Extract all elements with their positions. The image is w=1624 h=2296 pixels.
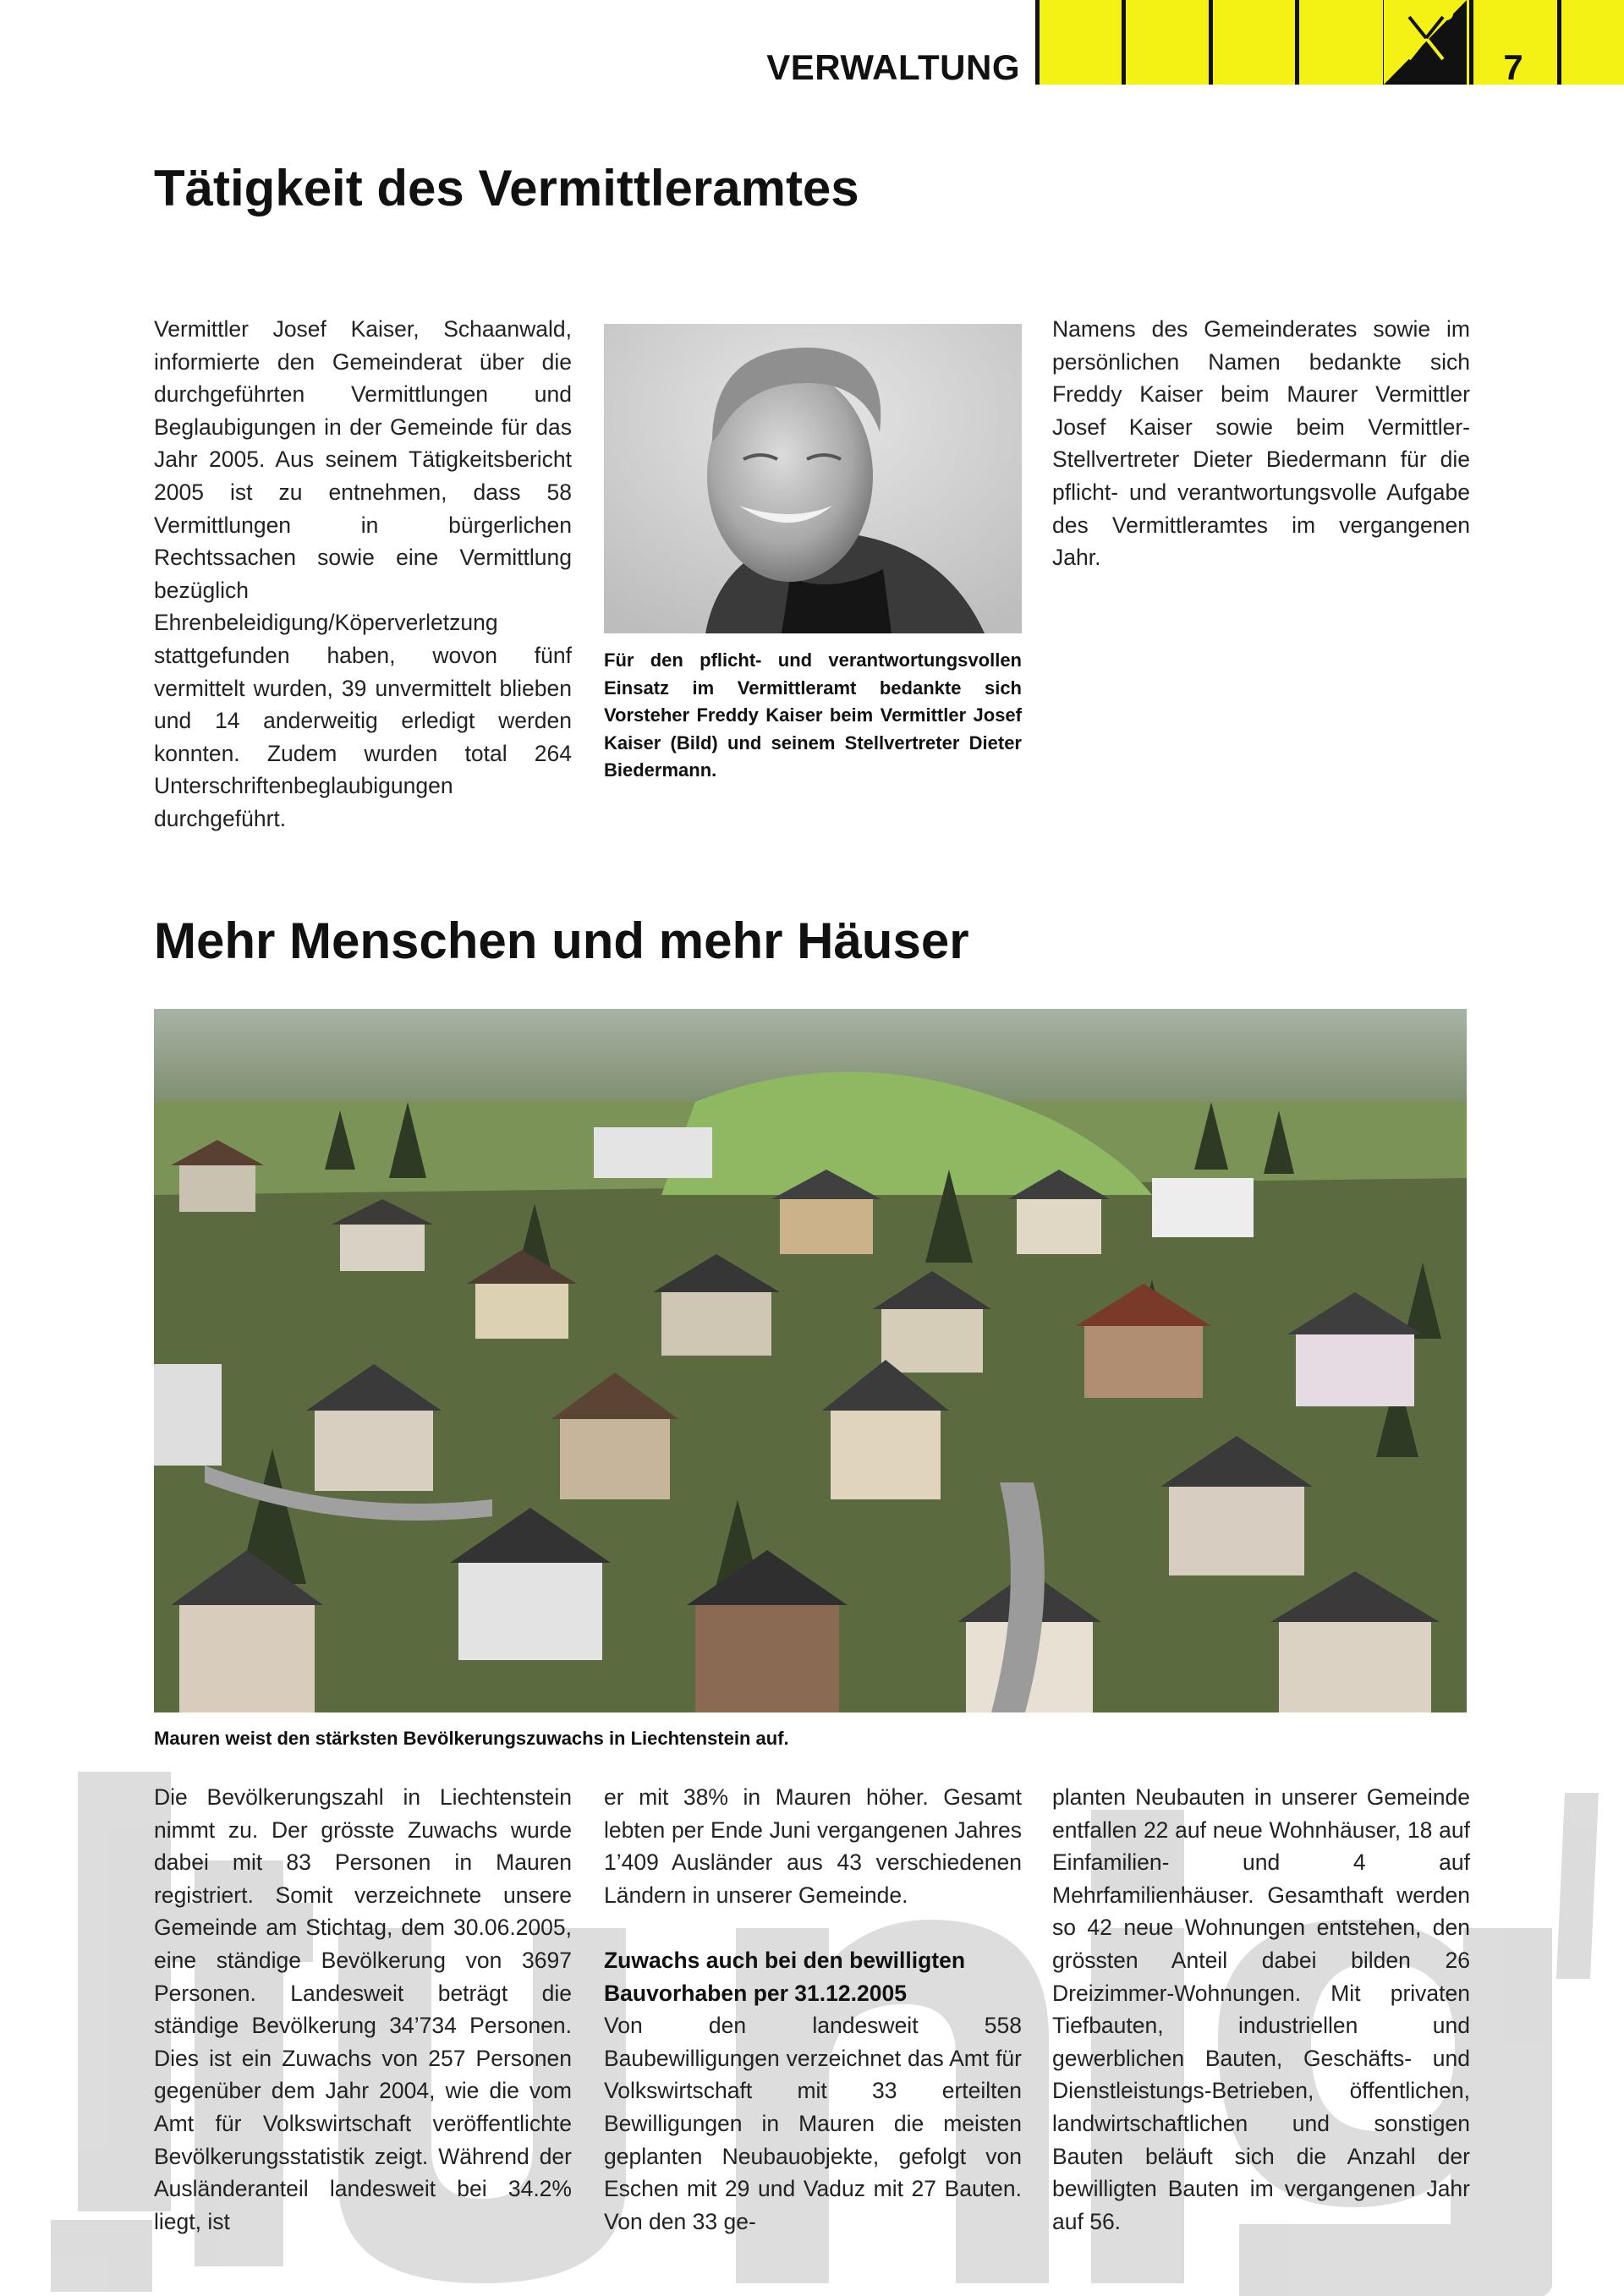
body-paragraph: planten Neubauten in unserer Gemeinde entfallen 22 auf neue Wohnhäuser, 18 auf Einfamilien- und 4 auf Mehrfamilienhäuser. Gesamthaft werden so 42 neue Wohnungen entstehen, den grössten Anteil dabei bilden 26 Dreizimmer-Wohnungen. Mit privaten Tiefbauten, industriellen und gewerblichen Bauten, Geschäfts- und Dienstleistungs-Betrieben, öffentlichen, landwirtschaftlichen und sonstigen Bauten beläuft sich die Anzahl der bewilligten Bauten im vergangenen Jahr auf 56. (1052, 1784, 1470, 2234)
header-color-bar (1035, 0, 1624, 85)
article-title: Tätigkeit des Vermittleramtes (154, 160, 859, 216)
article-title: Mehr Menschen und mehr Häuser (154, 912, 969, 969)
article-column-1 (154, 1781, 572, 2238)
village-aerial-photo (154, 1009, 1467, 1712)
body-paragraph: er mit 38% in Mauren höher. Gesamt lebten per Ende Juni vergangenen Jahres 1’409 Ausländer aus 43 verschiedenen Ländern in unserer Gemeinde. (604, 1784, 1022, 1908)
subheading: Zuwachs auch bei den bewilligten Bauvorhaben per 31.12.2005 (604, 1947, 966, 2006)
section-label: VERWALTUNG (766, 47, 1020, 87)
photo-caption: Für den pflicht- und verantwortungsvollen Einsatz im Vermittleramt bedankte sich Vorsteher Freddy Kaiser beim Vermittler Josef Kaiser (Bild) und seinem Stellvertreter Dieter Biedermann. (604, 649, 1022, 781)
body-paragraph: Von den landesweit 558 Baubewilligungen verzeichnet das Amt für Volkswirtschaft mit 33 erteilten Bewilligungen in Mauren die meisten geplanten Neubauobjekte, gefolgt von Eschen mit 29 und Vaduz mit 27 Bauten. Von den 33 ge- (604, 2013, 1022, 2234)
municipal-coat-of-arms-icon (1384, 0, 1467, 85)
body-paragraph: Vermittler Josef Kaiser, Schaanwald, informierte den Gemeinderat über die durchgeführten Vermittlungen und Beglaubigungen in der Gemeinde für das Jahr 2005. Aus seinem Tätigkeitsbericht 2005 ist zu entnehmen, dass 58 Vermittlungen in bürgerlichen Rechtssachen sowie eine Vermittlung bezüglich Ehrenbeleidigung/Köperverletzung stattgefunden haben, wovon fünf vermittelt wurden, 39 unvermittelt blieben und 14 anderweitig erledigt werden konnten. Zudem wurden total 264 Unterschriftenbeglaubigungen durchgeführt. (154, 316, 572, 831)
article-column-3 (1052, 313, 1470, 574)
page-number: 7 (1503, 47, 1523, 87)
photo-caption: Mauren weist den stärksten Bevölkerungszuwachs in Liechtenstein auf. (154, 1728, 789, 1749)
body-paragraph: Die Bevölkerungszahl in Liechtenstein nimmt zu. Der grösste Zuwachs wurde dabei mit 83 Personen in Mauren registriert. Somit verzeichnete unsere Gemeinde am Stichtag, dem 30.06.2005, eine ständige Bevölkerung von 3697 Personen. Landesweit beträgt die ständige Bevölkerung 34’734 Personen. Dies ist ein Zuwachs von 257 Personen gegenüber dem Jahr 2004, wie die vom Amt für Volkswirtschaft veröffentlichte Bevölkerungsstatistik zeigt. Während der Ausländeranteil landesweit bei 34.2% liegt, ist (154, 1784, 572, 2234)
article-column-3 (1052, 1781, 1470, 2238)
body-paragraph: Namens des Gemeinderates sowie im persönlichen Namen bedankte sich Freddy Kaiser beim Maurer Vermittler Josef Kaiser sowie beim Vermittler-Stellvertreter Dieter Biedermann für die pflicht- und verantwortungsvolle Aufgabe des Vermittleramtes im vergangenen Jahr. (1052, 316, 1470, 571)
article-column-1 (154, 313, 572, 836)
article-column-2 (604, 1781, 1022, 2238)
portrait-photo (604, 324, 1022, 633)
